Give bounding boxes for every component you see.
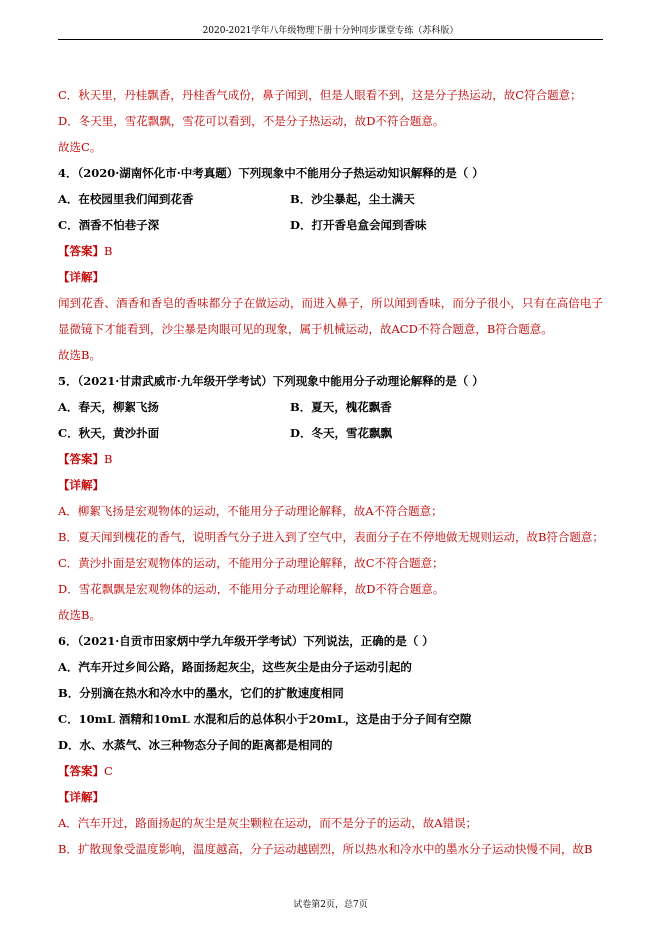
answer-tag: 【答案】: [58, 244, 104, 258]
question-6-detail-line: B．扩散现象受温度影响，温度越高，分子运动越剧烈，所以热水和冷水中的墨水分子运动快慢不同，故B: [58, 842, 593, 856]
question-4-options-row-2: [58, 212, 603, 238]
question-4-detail: 闻到花香、酒香和香皂的香味都分子在做运动，而进入鼻子，所以闻到香味，而分子很小，只有在高倍电子显微镜下才能看到，沙尘暴是肉眼可见的现象，属于机械运动，故ACD不符合题意，B符合题意。: [58, 296, 603, 336]
question-6-detail-line: A．汽车开过，路面扬起的灰尘是灰尘颗粒在运动，而不是分子的运动，故A错误；: [58, 816, 478, 830]
question-6-option-d: D．水、水蒸气、冰三种物态分子间的距离都是相同的: [58, 738, 333, 752]
question-5-conclusion: 故选B。: [58, 608, 101, 622]
page-header: 2020-2021学年八年级物理下册十分钟同步课堂专练（苏科版）: [58, 23, 603, 40]
explanation-line: C．秋天里，丹桂飘香，丹桂香气成份，鼻子闻到，但是人眼看不到，这是分子热运动，故C符合题意；: [58, 88, 582, 102]
question-6-option-b: B．分别滴在热水和冷水中的墨水，它们的扩散速度相同: [58, 686, 344, 700]
answer-value: B: [104, 452, 113, 466]
explanation-line: D．冬天里，雪花飘飘，雪花可以看到，不是分子热运动，故D不符合题意。: [58, 114, 445, 128]
question-5-option-d: D．冬天，雪花飘飘: [290, 426, 392, 440]
answer-tag: 【答案】: [58, 452, 104, 466]
question-5-answer: [58, 446, 603, 472]
detail-tag: 【详解】: [58, 478, 104, 492]
page-footer: 试卷第2页，总7页: [293, 900, 368, 910]
question-4-option-c: C．酒香不怕巷子深: [58, 218, 160, 232]
answer-value: B: [104, 244, 113, 258]
question-4-option-b: B．沙尘暴起，尘土满天: [290, 192, 415, 206]
question-5-detail-line: C．黄沙扑面是宏观物体的运动，不能用分子动理论解释，故C不符合题意；: [58, 556, 444, 570]
question-5-option-c: C．秋天，黄沙扑面: [58, 426, 160, 440]
question-4-options-row-1: [58, 186, 603, 212]
question-5-options-row-1: [58, 394, 603, 420]
question-6-option-c: C．10mL 酒精和10mL 水混和后的总体积小于20mL，这是由于分子间有空隙: [58, 712, 472, 726]
question-4-option-a: A．在校园里我们闻到花香: [58, 192, 194, 206]
question-5-option-b: B．夏天，槐花飘香: [290, 400, 392, 414]
question-5-option-a: A．春天，柳絮飞扬: [58, 400, 159, 414]
question-6-stem: 6．（2021·自贡市田家炳中学九年级开学考试）下列说法，正确的是（ ）: [58, 634, 434, 648]
question-4-option-d: D．打开香皂盒会闻到香味: [290, 218, 427, 232]
question-4-conclusion: 故选B。: [58, 348, 101, 362]
answer-value: C: [104, 764, 113, 778]
detail-tag: 【详解】: [58, 790, 104, 804]
question-4-answer: [58, 238, 603, 264]
question-5-detail-line: D．雪花飘飘是宏观物体的运动，不能用分子动理论解释，故D不符合题意。: [58, 582, 445, 596]
question-6-answer: [58, 758, 603, 784]
question-6-option-a: A．汽车开过乡间公路，路面扬起灰尘，这些灰尘是由分子运动引起的: [58, 660, 412, 674]
answer-tag: 【答案】: [58, 764, 104, 778]
question-5-options-row-2: [58, 420, 603, 446]
detail-tag: 【详解】: [58, 270, 104, 284]
conclusion-line: 故选C。: [58, 140, 102, 154]
question-5-stem: 5．（2021·甘肃武威市·九年级开学考试）下列现象中能用分子动理论解释的是（ ）: [58, 374, 484, 388]
question-5-detail-line: A．柳絮飞扬是宏观物体的运动，不能用分子动理论解释，故A不符合题意；: [58, 504, 443, 518]
question-5-detail-line: B．夏天闻到槐花的香气，说明香气分子进入到了空气中，表面分子在不停地做无规则运动，故B符合题意；: [58, 530, 604, 544]
page-content: [58, 82, 603, 862]
question-4-stem: 4．（2020·湖南怀化市·中考真题）下列现象中不能用分子热运动知识解释的是（ ）: [58, 166, 484, 180]
